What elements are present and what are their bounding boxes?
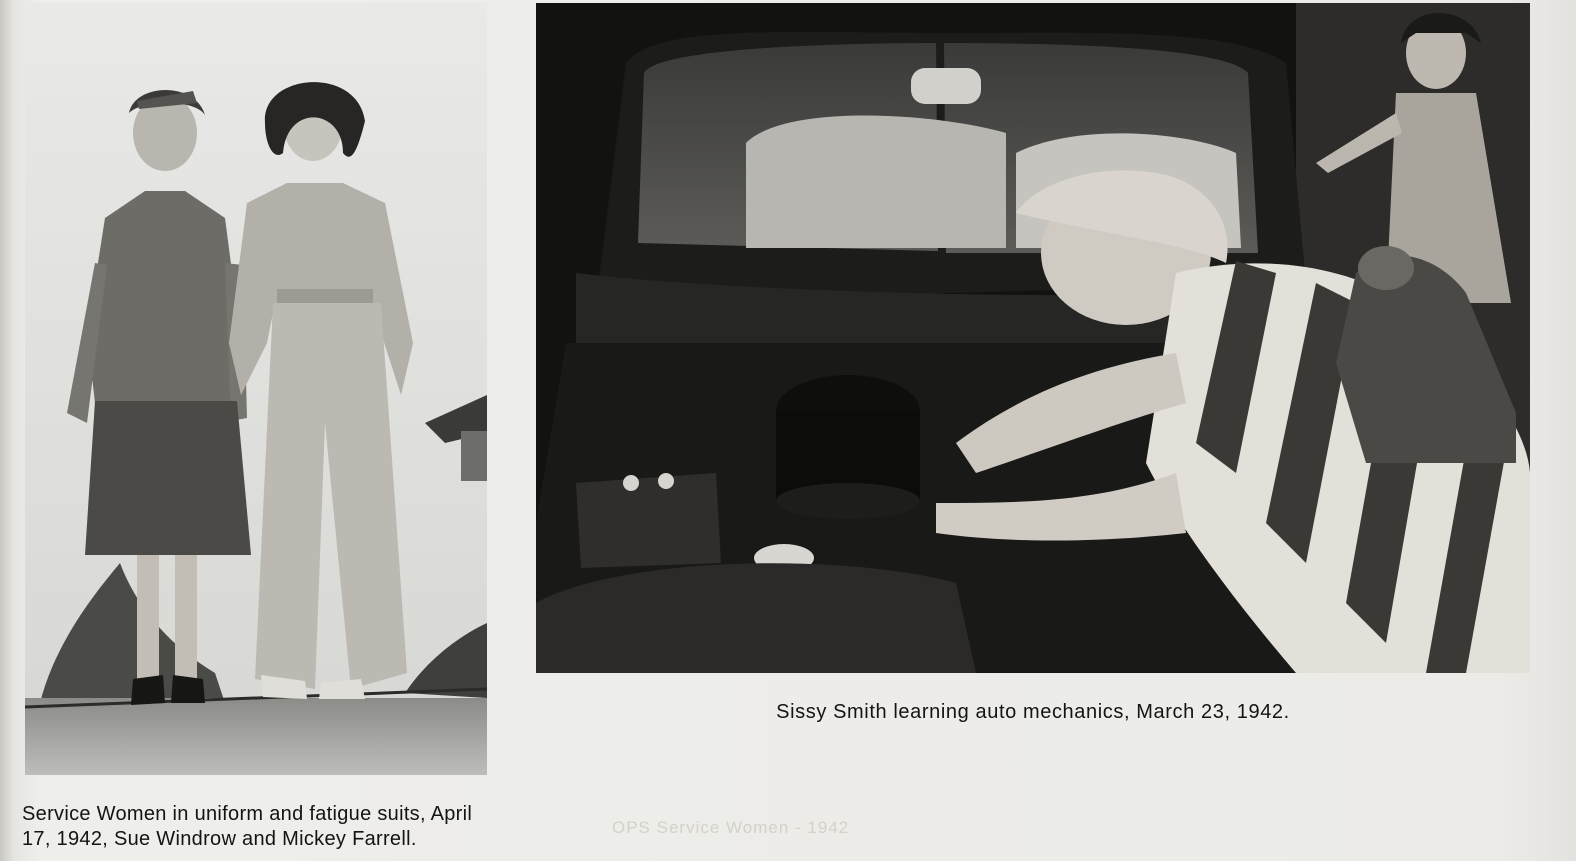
caption-service-women: Service Women in uniform and fatigue suits, April 17, 1942, Sue Windrow and Mickey Farrell. [22,803,473,850]
photo-service-women [25,3,487,775]
faint-bleed-through-text: OPS Service Women - 1942 [612,818,850,837]
caption-auto-mechanics: Sissy Smith learning auto mechanics, March 23, 1942. [776,701,1290,723]
photo-auto-mechanics [536,3,1530,673]
